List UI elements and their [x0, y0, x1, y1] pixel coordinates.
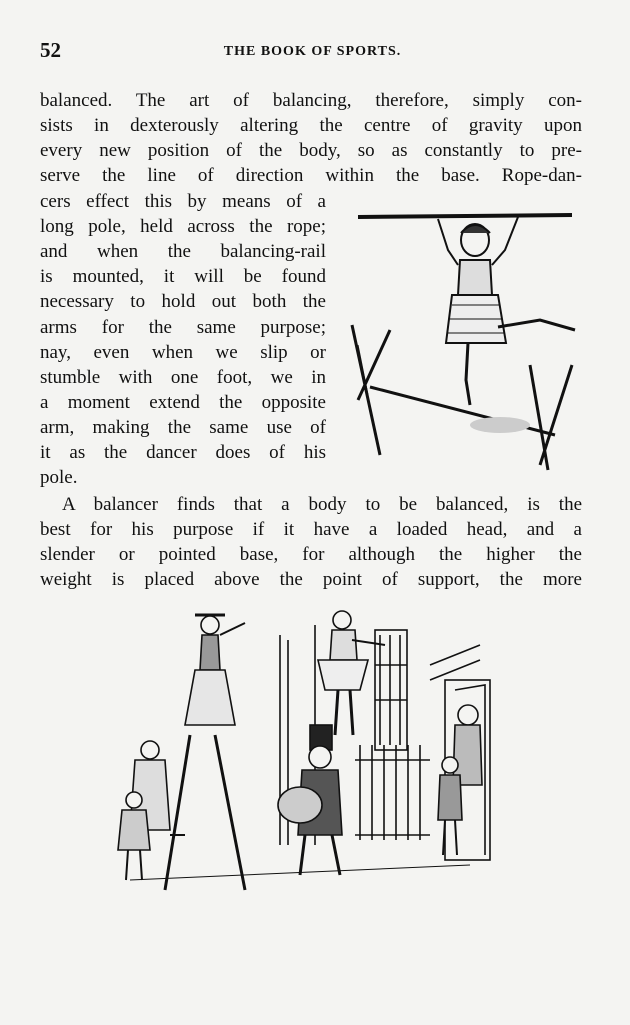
text-line: long pole, held across the rope; — [40, 216, 326, 237]
text-line: arms for the same purpose; — [40, 317, 326, 338]
text-line: necessary to hold out both the — [40, 291, 326, 312]
text-line: nay, even when we slip or — [40, 342, 326, 363]
text-line: cers effect this by means of a — [40, 191, 326, 212]
page-number: 52 — [40, 38, 61, 62]
text-line: best for his purpose if it have a loaded head, and a — [40, 519, 582, 540]
text-line: serve the line of direction within the base. Rope-dan- — [40, 165, 582, 186]
text-line: sists in dexterously altering the centre of gravity upon — [40, 115, 582, 136]
page-header — [40, 38, 585, 68]
text-line: A balancer finds that a body to be balanced, is the — [62, 494, 582, 515]
text-line: a moment extend the opposite — [40, 392, 326, 413]
text-line: every new position of the body, so as constantly to pre- — [40, 140, 582, 161]
text-line: is mounted, it will be found — [40, 266, 326, 287]
text-line: weight is placed above the point of support, the more — [40, 569, 582, 590]
text-line: pole. — [40, 467, 78, 488]
text-line: it as the dancer does of his — [40, 442, 326, 463]
rope-dancer-illustration — [340, 195, 580, 485]
text-line: balanced. The art of balancing, therefore, simply con- — [40, 90, 582, 111]
text-line: arm, making the same use of — [40, 417, 326, 438]
text-line: stumble with one foot, we in — [40, 367, 326, 388]
street-scene-illustration — [110, 605, 495, 895]
running-head: THE BOOK OF SPORTS. — [223, 44, 402, 59]
text-line: and when the balancing-rail — [40, 241, 326, 262]
text-line: slender or pointed base, for although the higher the — [40, 544, 582, 565]
